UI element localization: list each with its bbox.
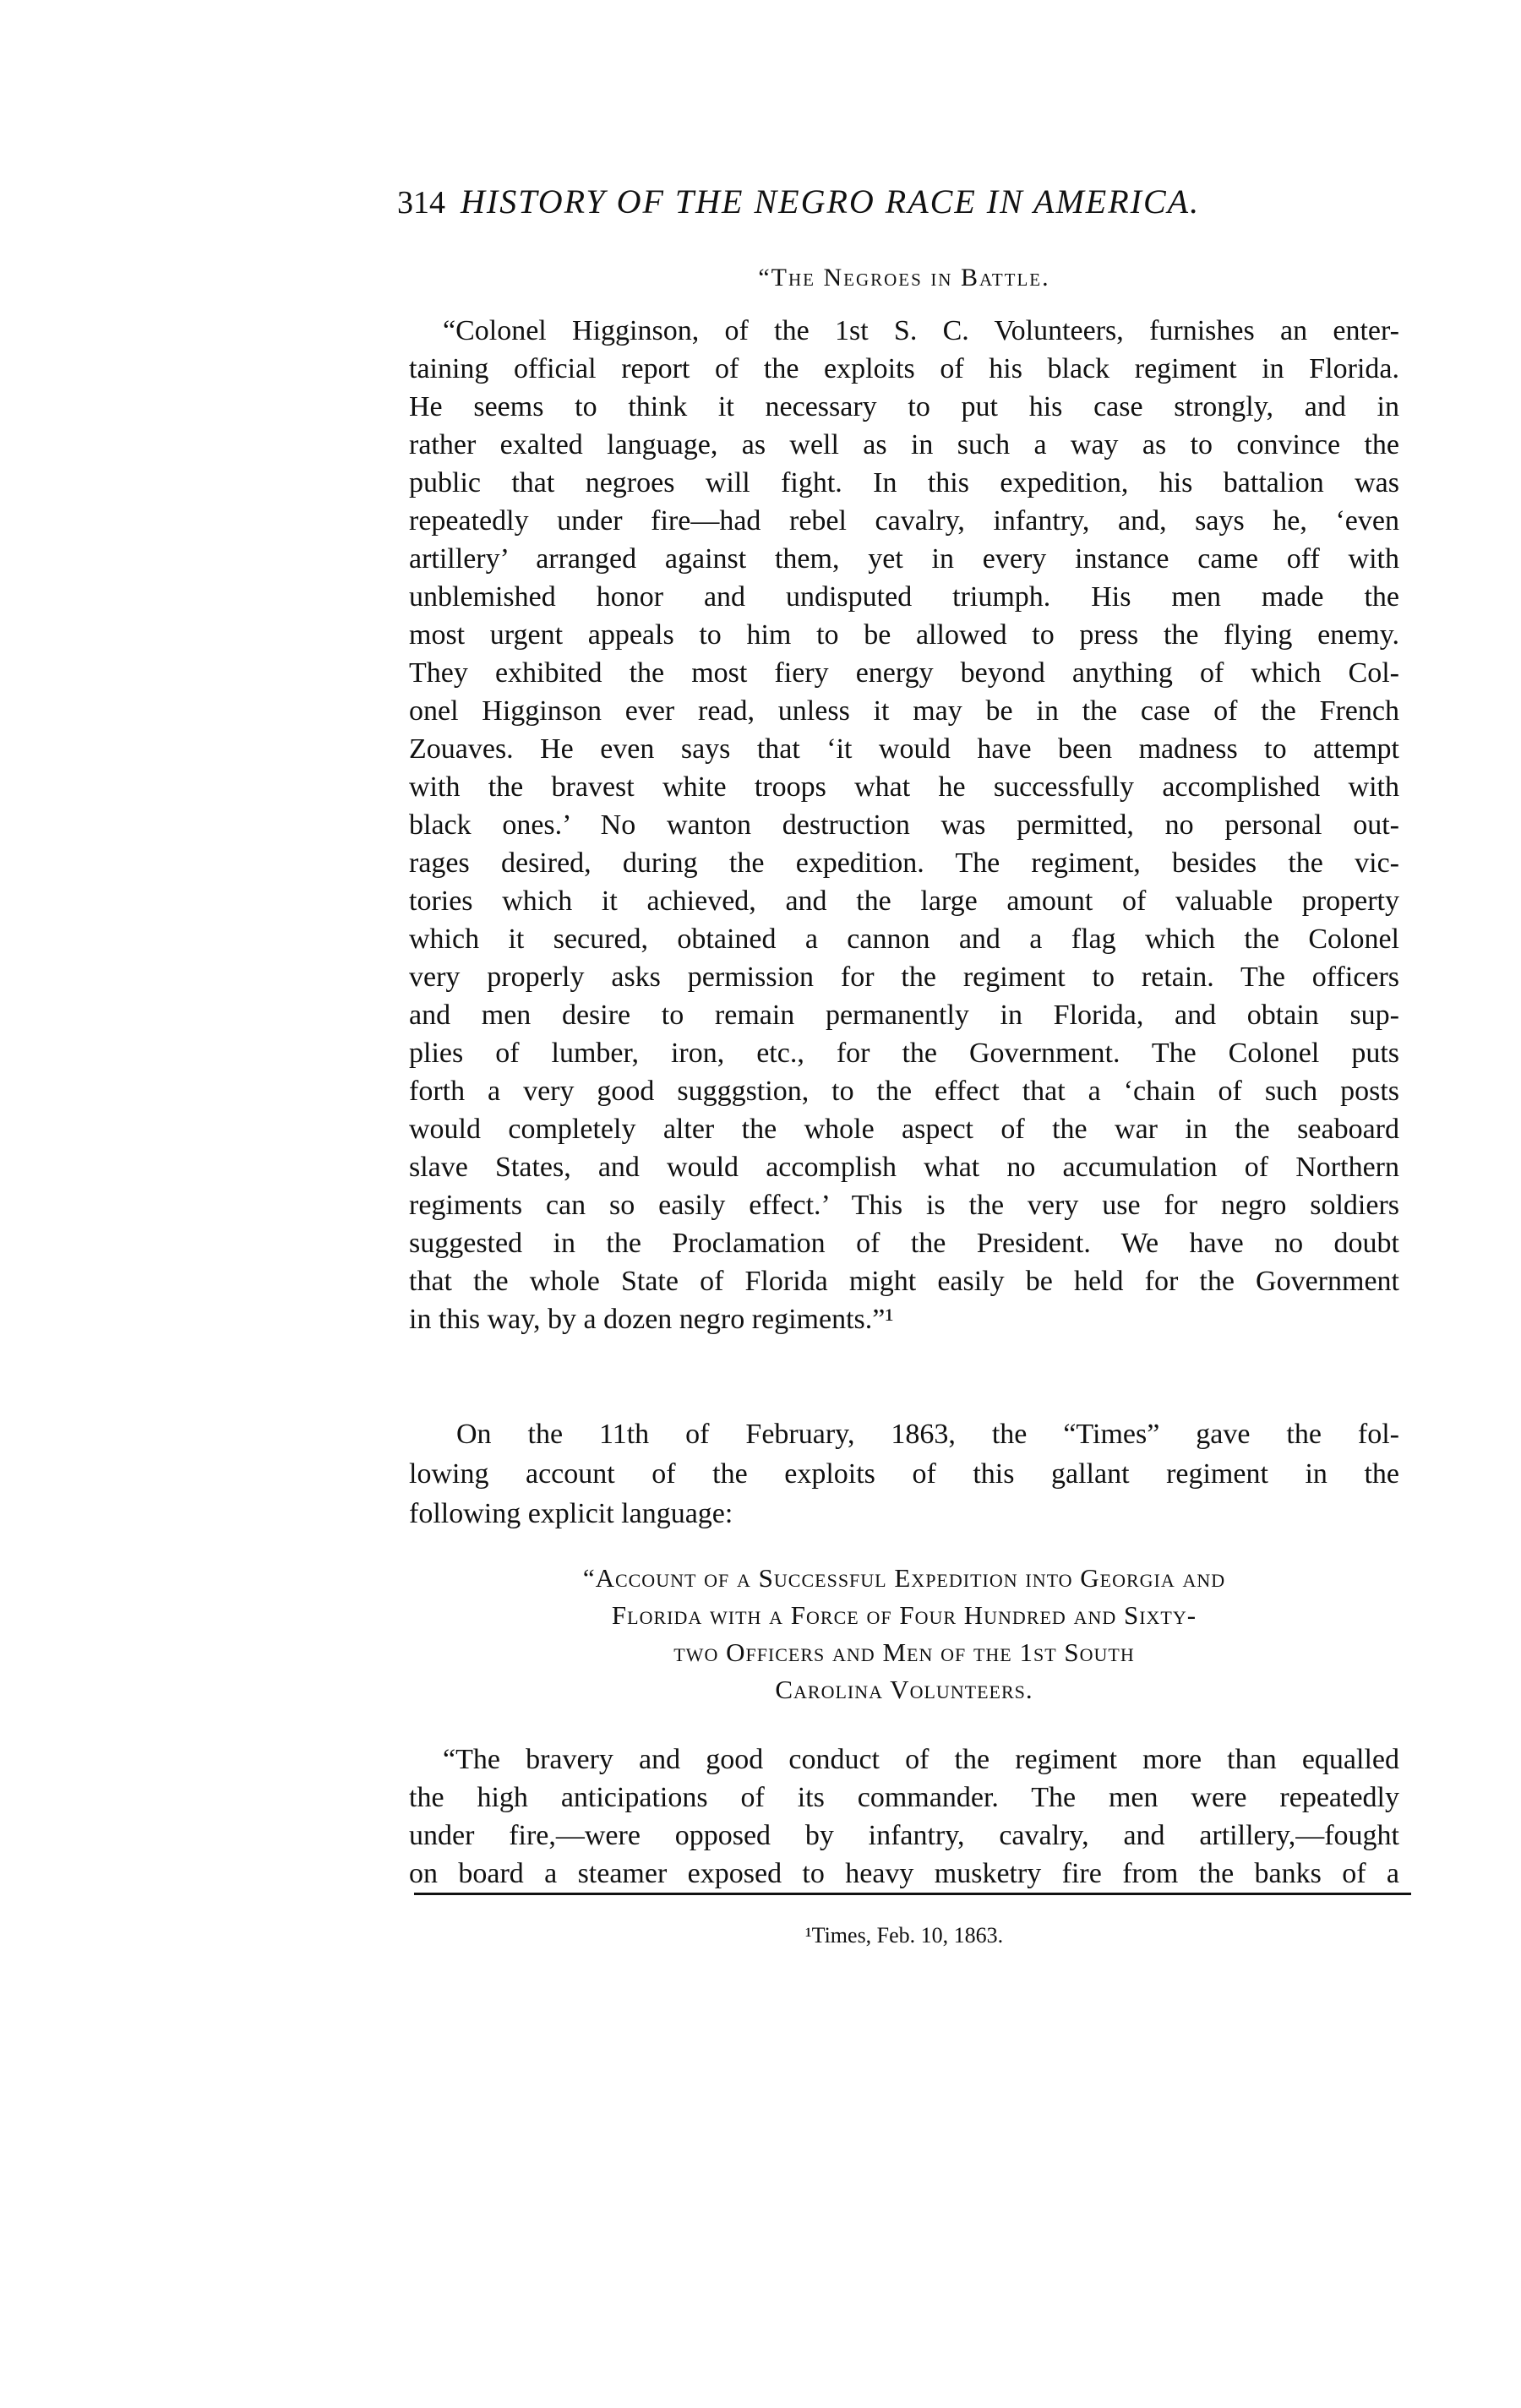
text-line: very properly asks permission for the regiment to retain. The officers xyxy=(409,962,1399,993)
text-line: would completely alter the whole aspect of the war in the seaboard xyxy=(409,1114,1399,1145)
text-line: He seems to think it necessary to put his case strongly, and in xyxy=(409,391,1399,422)
text-line: “Colonel Higginson, of the 1st S. C. Volunteers, furnishes an enter- xyxy=(443,315,1399,346)
article-heading xyxy=(409,1560,1399,1708)
text-line: On the 11th of February, 1863, the “Times” gave the fol- xyxy=(456,1419,1399,1450)
text-line: repeatedly under fire—had rebel cavalry, infantry, and, says he, ‘even xyxy=(409,505,1399,537)
running-header xyxy=(397,182,1411,232)
section-subheading: “The Negroes in Battle. xyxy=(758,264,1050,291)
text-line: rages desired, during the expedition. The regiment, besides the vic- xyxy=(409,847,1399,879)
text-line: forth a very good sugggstion, to the effect that a ‘chain of such posts xyxy=(409,1076,1399,1107)
text-line: following explicit language: xyxy=(409,1498,733,1529)
text-line: which it secured, obtained a cannon and a flag which the Colonel xyxy=(409,923,1399,955)
text-line: They exhibited the most fiery energy beyond anything of which Col- xyxy=(409,657,1399,689)
text-line: unblemished honor and undisputed triumph. His men made the xyxy=(409,581,1399,613)
text-line: the high anticipations of its commander. The men were repeatedly xyxy=(409,1782,1399,1813)
text-line: regiments can so easily effect.’ This is the very use for negro soldiers xyxy=(409,1190,1399,1221)
text-line: slave States, and would accomplish what no accumulation of Northern xyxy=(409,1152,1399,1183)
text-line: artillery’ arranged against them, yet in every instance came off with xyxy=(409,543,1399,575)
body-paragraph xyxy=(409,1414,1399,1534)
running-title: HISTORY OF THE NEGRO RACE IN AMERICA. xyxy=(461,183,1201,221)
text-line: in this way, by a dozen negro regiments.”¹ xyxy=(409,1304,894,1335)
text-line: tories which it achieved, and the large amount of valuable property xyxy=(409,885,1399,917)
text-line: onel Higginson ever read, unless it may be in the case of the French xyxy=(409,695,1399,727)
footnote-divider xyxy=(414,1893,1411,1895)
text-line: plies of lumber, iron, etc., for the Government. The Colonel puts xyxy=(409,1038,1399,1069)
text-line: most urgent appeals to him to be allowed to press the flying enemy. xyxy=(409,619,1399,651)
text-line: suggested in the Proclamation of the President. We have no doubt xyxy=(409,1228,1399,1259)
page-number: 314 xyxy=(397,185,445,221)
text-line: Florida with a Force of Four Hundred and Sixty- xyxy=(611,1600,1197,1630)
text-line: Carolina Volunteers. xyxy=(775,1675,1033,1704)
text-line: under fire,—were opposed by infantry, cavalry, and artillery,—fought xyxy=(409,1820,1399,1851)
text-line: “Account of a Successful Expedition into Georgia and xyxy=(582,1563,1226,1593)
text-line: on board a steamer exposed to heavy musketry fire from the banks of a xyxy=(409,1858,1399,1889)
text-line: rather exalted language, as well as in such a way as to convince the xyxy=(409,429,1399,460)
footnote: ¹Times, Feb. 10, 1863. xyxy=(804,1923,1004,1948)
text-line: Zouaves. He even says that ‘it would have been madness to attempt xyxy=(409,733,1399,765)
text-line: black ones.’ No wanton destruction was permitted, no personal out- xyxy=(409,809,1399,841)
text-line: “The bravery and good conduct of the regiment more than equalled xyxy=(443,1744,1399,1775)
text-line: two Officers and Men of the 1st South xyxy=(673,1637,1135,1667)
text-line: and men desire to remain permanently in Florida, and obtain sup- xyxy=(409,1000,1399,1031)
text-line: taining official report of the exploits of his black regiment in Florida. xyxy=(409,353,1399,384)
text-line: with the bravest white troops what he successfully accomplished with xyxy=(409,771,1399,803)
text-line: public that negroes will fight. In this expedition, his battalion was xyxy=(409,467,1399,498)
quoted-paragraph xyxy=(409,312,1399,1338)
quoted-paragraph-continued xyxy=(409,1741,1399,1893)
text-line: that the whole State of Florida might easily be held for the Government xyxy=(409,1266,1399,1297)
text-line: lowing account of the exploits of this gallant regiment in the xyxy=(409,1458,1399,1490)
